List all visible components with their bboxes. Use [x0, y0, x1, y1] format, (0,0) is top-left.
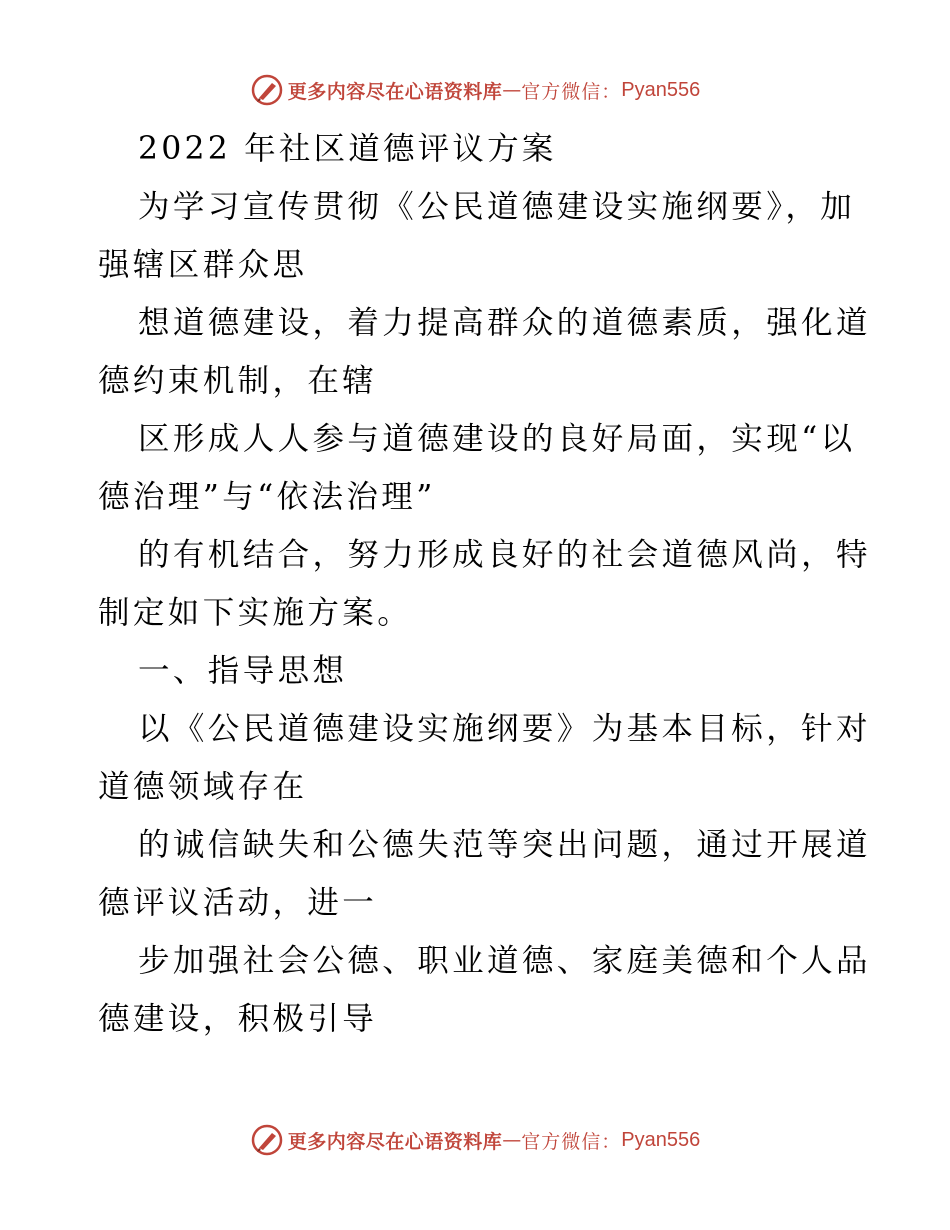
- pen-logo-icon: [250, 73, 284, 107]
- text-line: 为学习宣传贯彻《公民道德建设实施纲要》，加: [138, 189, 856, 225]
- text-line: 以《公民道德建设实施纲要》为基本目标，针对: [138, 711, 871, 747]
- wechat-label: 官方微信：: [521, 80, 622, 103]
- separator-dash: —: [502, 79, 522, 101]
- text-line: 制定如下实施方案。: [98, 595, 413, 631]
- footer-watermark: [0, 1120, 950, 1160]
- text-line: 的有机结合，努力形成良好的社会道德风尚，特: [138, 537, 871, 573]
- text-line: 的诚信缺失和公德失范等突出问题，通过开展道: [138, 827, 871, 863]
- text-line: 强辖区群众思: [98, 247, 308, 283]
- site-name: 更多内容尽在心语资料库: [287, 1130, 503, 1153]
- separator-dash: —: [502, 1129, 522, 1151]
- document-body: [98, 120, 871, 1048]
- text-line: 德评议活动，进一: [98, 885, 378, 921]
- document-title: 2022 年社区道德评议方案: [138, 131, 557, 167]
- text-line: 步加强社会公德、职业道德、家庭美德和个人品: [138, 943, 871, 979]
- text-line: 德治理”与“依法治理”: [98, 479, 436, 515]
- wechat-id: Pyan556: [621, 1128, 701, 1151]
- text-line: 道德领域存在: [98, 769, 308, 805]
- header-watermark: [0, 70, 950, 110]
- text-line: 德约束机制，在辖: [98, 363, 378, 399]
- site-name: 更多内容尽在心语资料库: [287, 80, 503, 103]
- wechat-label: 官方微信：: [521, 1130, 622, 1153]
- pen-logo-icon: [250, 1123, 284, 1157]
- section-heading: 一、指导思想: [138, 653, 348, 689]
- wechat-id: Pyan556: [621, 78, 701, 101]
- text-line: 区形成人人参与道德建设的良好局面，实现“以: [138, 421, 856, 457]
- text-line: 德建设，积极引导: [98, 1001, 378, 1037]
- text-line: 想道德建设，着力提高群众的道德素质，强化道: [138, 305, 871, 341]
